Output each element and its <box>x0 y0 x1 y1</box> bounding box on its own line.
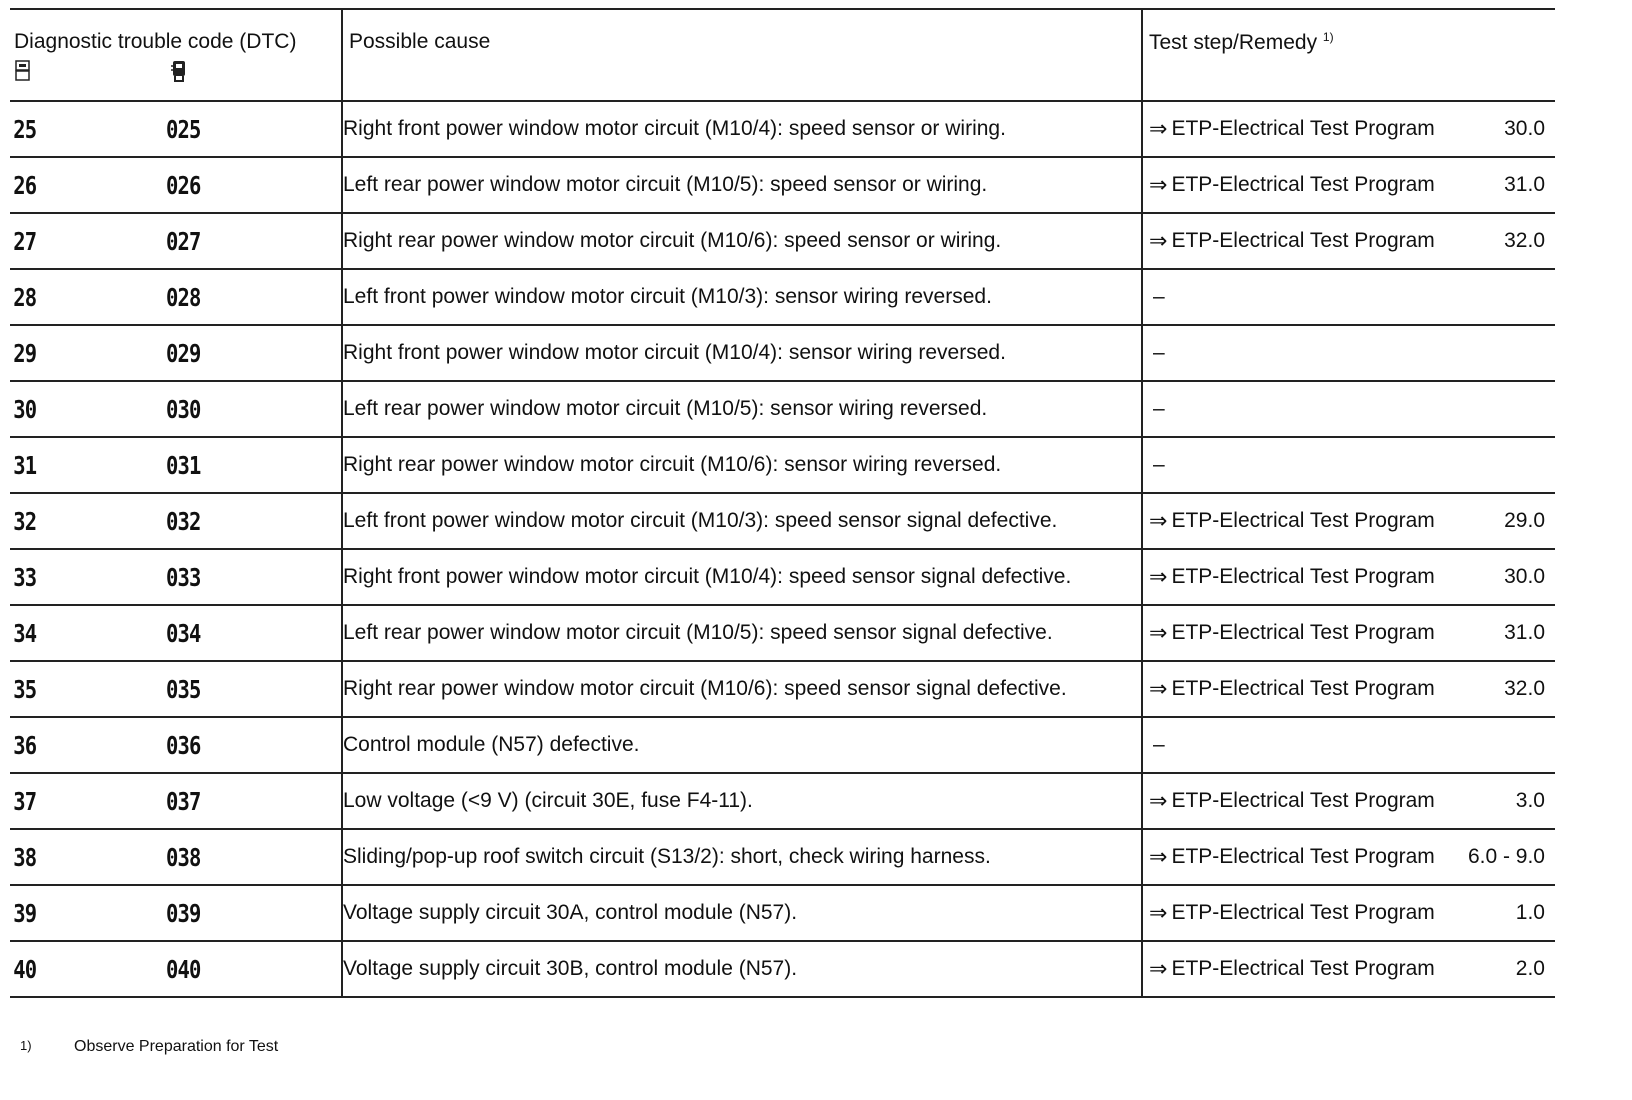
test-step-number: 31.0 <box>1504 621 1545 644</box>
arrow-right-icon: ⇒ <box>1149 788 1168 813</box>
arrow-right-icon: ⇒ <box>1149 956 1168 981</box>
possible-cause-cell: Right rear power window motor circuit (M10/6): speed sensor or wiring. <box>342 213 1142 269</box>
remedy-content <box>1143 508 1555 534</box>
dtc-code-short: 32 <box>13 506 37 536</box>
arrow-right-icon: ⇒ <box>1149 620 1168 645</box>
header-remedy-label: Test step/Remedy <box>1149 31 1318 54</box>
header-possible-cause <box>342 9 1142 101</box>
dtc-cell <box>10 773 342 829</box>
dtc-codes <box>10 115 341 144</box>
test-step-cell <box>1142 605 1555 661</box>
table-row <box>10 101 1555 157</box>
table-row <box>10 773 1555 829</box>
remedy-text: ETP-Electrical Test Program <box>1171 845 1435 868</box>
dtc-code-short: 28 <box>13 282 37 312</box>
dtc-cell <box>10 661 342 717</box>
remedy-content <box>1143 285 1555 309</box>
dtc-code-short: 27 <box>13 226 37 256</box>
dtc-codes <box>10 843 341 872</box>
dtc-code-short: 34 <box>13 618 37 648</box>
header-test-step <box>1142 9 1555 101</box>
dtc-cell <box>10 829 342 885</box>
dtc-cell <box>10 325 342 381</box>
table-body <box>10 101 1555 997</box>
dtc-code-long: 038 <box>166 842 201 872</box>
remedy-text: ETP-Electrical Test Program <box>1171 957 1435 980</box>
dtc-codes <box>10 787 341 816</box>
dtc-code-long: 030 <box>166 394 201 424</box>
dtc-codes <box>10 675 341 704</box>
dtc-code-long: 039 <box>166 898 201 928</box>
possible-cause-cell: Right front power window motor circuit (M10/4): speed sensor signal defective. <box>342 549 1142 605</box>
dtc-code-long: 033 <box>166 562 201 592</box>
dtc-code-long: 036 <box>166 730 201 760</box>
header-row <box>10 9 1555 101</box>
remedy-content <box>1143 564 1555 590</box>
table-row <box>10 549 1555 605</box>
dtc-cell <box>10 437 342 493</box>
remedy-content <box>1143 397 1555 421</box>
dtc-code-long: 026 <box>166 170 201 200</box>
remedy-text: ETP-Electrical Test Program <box>1171 509 1435 532</box>
test-step-cell <box>1142 829 1555 885</box>
possible-cause-cell: Right front power window motor circuit (M10/4): speed sensor or wiring. <box>342 101 1142 157</box>
test-step-cell <box>1142 885 1555 941</box>
remedy-content <box>1143 172 1555 198</box>
possible-cause-cell: Right rear power window motor circuit (M10/6): sensor wiring reversed. <box>342 437 1142 493</box>
table-header <box>10 9 1555 101</box>
remedy-content <box>1143 116 1555 142</box>
test-step-cell <box>1142 325 1555 381</box>
header-remedy-footnote-mark: 1) <box>1322 30 1334 44</box>
remedy-text: ETP-Electrical Test Program <box>1171 621 1435 644</box>
remedy-text: – <box>1153 453 1165 476</box>
dtc-codes <box>10 339 341 368</box>
dtc-cell <box>10 717 342 773</box>
test-step-number: 30.0 <box>1504 565 1545 588</box>
possible-cause-cell: Low voltage (<9 V) (circuit 30E, fuse F4-11). <box>342 773 1142 829</box>
dtc-code-short: 26 <box>13 170 37 200</box>
remedy-text: ETP-Electrical Test Program <box>1171 229 1435 252</box>
header-cause-label: Possible cause <box>349 30 491 53</box>
remedy-text: – <box>1153 733 1165 756</box>
test-step-cell <box>1142 381 1555 437</box>
dtc-codes <box>10 227 341 256</box>
table-row <box>10 829 1555 885</box>
table-row <box>10 493 1555 549</box>
test-step-cell <box>1142 269 1555 325</box>
arrow-right-icon: ⇒ <box>1149 900 1168 925</box>
remedy-content <box>1143 620 1555 646</box>
remedy-content <box>1143 844 1555 870</box>
dtc-code-short: 35 <box>13 674 37 704</box>
remedy-content <box>1143 453 1555 477</box>
possible-cause-cell: Voltage supply circuit 30B, control module (N57). <box>342 941 1142 997</box>
arrow-right-icon: ⇒ <box>1149 564 1168 589</box>
dtc-code-long: 032 <box>166 506 201 536</box>
dtc-code-long: 037 <box>166 786 201 816</box>
remedy-content <box>1143 228 1555 254</box>
possible-cause-cell: Left front power window motor circuit (M10/3): speed sensor signal defective. <box>342 493 1142 549</box>
dtc-code-short: 36 <box>13 730 37 760</box>
dtc-codes <box>10 451 341 480</box>
remedy-content <box>1143 676 1555 702</box>
table-row <box>10 661 1555 717</box>
dtc-code-long: 031 <box>166 450 201 480</box>
test-step-cell <box>1142 213 1555 269</box>
test-step-cell <box>1142 157 1555 213</box>
dtc-code-short: 38 <box>13 842 37 872</box>
possible-cause-cell: Left front power window motor circuit (M10/3): sensor wiring reversed. <box>342 269 1142 325</box>
dtc-cell <box>10 381 342 437</box>
dtc-cell <box>10 269 342 325</box>
dtc-cell <box>10 549 342 605</box>
dtc-code-short: 39 <box>13 898 37 928</box>
possible-cause-cell: Left rear power window motor circuit (M10/5): speed sensor or wiring. <box>342 157 1142 213</box>
remedy-content <box>1143 956 1555 982</box>
table-row <box>10 381 1555 437</box>
dtc-codes <box>10 731 341 760</box>
dtc-cell <box>10 493 342 549</box>
remedy-text: ETP-Electrical Test Program <box>1171 789 1435 812</box>
remedy-content <box>1143 733 1555 757</box>
table-row <box>10 325 1555 381</box>
dtc-code-long: 028 <box>166 282 201 312</box>
test-step-number: 32.0 <box>1504 677 1545 700</box>
test-step-number: 32.0 <box>1504 229 1545 252</box>
table-row <box>10 437 1555 493</box>
possible-cause-cell: Sliding/pop-up roof switch circuit (S13/2): short, check wiring harness. <box>342 829 1142 885</box>
remedy-content <box>1143 900 1555 926</box>
dtc-code-long: 035 <box>166 674 201 704</box>
dtc-code-long: 040 <box>166 954 201 984</box>
test-step-number: 30.0 <box>1504 117 1545 140</box>
dtc-code-short: 33 <box>13 562 37 592</box>
arrow-right-icon: ⇒ <box>1149 508 1168 533</box>
header-dtc-label: Diagnostic trouble code (DTC) <box>14 30 297 53</box>
remedy-text: – <box>1153 341 1165 364</box>
remedy-text: ETP-Electrical Test Program <box>1171 173 1435 196</box>
dtc-cell <box>10 941 342 997</box>
arrow-right-icon: ⇒ <box>1149 228 1168 253</box>
remedy-text: ETP-Electrical Test Program <box>1171 677 1435 700</box>
table-row <box>10 885 1555 941</box>
remedy-text: ETP-Electrical Test Program <box>1171 901 1435 924</box>
test-step-number: 3.0 <box>1515 789 1545 812</box>
test-step-cell <box>1142 101 1555 157</box>
dtc-codes <box>10 619 341 648</box>
remedy-text: – <box>1153 397 1165 420</box>
remedy-content <box>1143 341 1555 365</box>
dtc-code-long: 025 <box>166 114 201 144</box>
dtc-document <box>10 8 1555 1055</box>
dtc-table <box>10 8 1555 998</box>
test-step-cell <box>1142 773 1555 829</box>
table-row <box>10 213 1555 269</box>
dtc-cell <box>10 213 342 269</box>
dtc-codes <box>10 395 341 424</box>
dtc-code-long: 034 <box>166 618 201 648</box>
table-row <box>10 941 1555 997</box>
dtc-codes <box>10 563 341 592</box>
arrow-right-icon: ⇒ <box>1149 116 1168 141</box>
possible-cause-cell: Voltage supply circuit 30A, control module (N57). <box>342 885 1142 941</box>
test-step-number: 6.0 - 9.0 <box>1467 845 1545 868</box>
remedy-text: ETP-Electrical Test Program <box>1171 565 1435 588</box>
test-step-cell <box>1142 549 1555 605</box>
test-step-number: 2.0 <box>1515 957 1545 980</box>
test-step-cell <box>1142 493 1555 549</box>
remedy-text: ETP-Electrical Test Program <box>1171 117 1435 140</box>
dtc-code-short: 30 <box>13 394 37 424</box>
possible-cause-cell: Right rear power window motor circuit (M10/6): speed sensor signal defective. <box>342 661 1142 717</box>
dtc-code-long: 027 <box>166 226 201 256</box>
dtc-codes <box>10 283 341 312</box>
test-step-cell <box>1142 437 1555 493</box>
dtc-cell <box>10 605 342 661</box>
table-row <box>10 717 1555 773</box>
dtc-codes <box>10 171 341 200</box>
dtc-cell <box>10 885 342 941</box>
footnote-text: Observe Preparation for Test <box>74 1038 279 1055</box>
segment-display-icon <box>14 60 32 82</box>
footnote <box>20 1038 278 1056</box>
possible-cause-cell: Left rear power window motor circuit (M10/5): sensor wiring reversed. <box>342 381 1142 437</box>
dtc-cell <box>10 101 342 157</box>
dtc-code-short: 31 <box>13 450 37 480</box>
header-dtc <box>10 9 342 101</box>
dtc-code-long: 029 <box>166 338 201 368</box>
dtc-code-short: 40 <box>13 954 37 984</box>
footnote-mark: 1) <box>20 1038 32 1053</box>
test-step-number: 1.0 <box>1515 901 1545 924</box>
dtc-codes <box>10 507 341 536</box>
arrow-right-icon: ⇒ <box>1149 844 1168 869</box>
remedy-text: – <box>1153 285 1165 308</box>
test-step-number: 29.0 <box>1504 509 1545 532</box>
table-row <box>10 157 1555 213</box>
dtc-cell <box>10 157 342 213</box>
arrow-right-icon: ⇒ <box>1149 172 1168 197</box>
dtc-code-short: 37 <box>13 786 37 816</box>
dtc-code-short: 25 <box>13 114 37 144</box>
remedy-content <box>1143 788 1555 814</box>
test-step-cell <box>1142 941 1555 997</box>
dtc-codes <box>10 899 341 928</box>
arrow-right-icon: ⇒ <box>1149 676 1168 701</box>
dtc-code-short: 29 <box>13 338 37 368</box>
test-step-number: 31.0 <box>1504 173 1545 196</box>
possible-cause-cell: Control module (N57) defective. <box>342 717 1142 773</box>
dtc-codes <box>10 955 341 984</box>
table-row <box>10 605 1555 661</box>
possible-cause-cell: Left rear power window motor circuit (M10/5): speed sensor signal defective. <box>342 605 1142 661</box>
header-remedy-text <box>1143 10 1555 55</box>
test-step-cell <box>1142 661 1555 717</box>
table-row <box>10 269 1555 325</box>
possible-cause-cell: Right front power window motor circuit (M10/4): sensor wiring reversed. <box>342 325 1142 381</box>
hand-tester-icon <box>170 60 188 82</box>
test-step-cell <box>1142 717 1555 773</box>
header-icons <box>10 54 341 82</box>
